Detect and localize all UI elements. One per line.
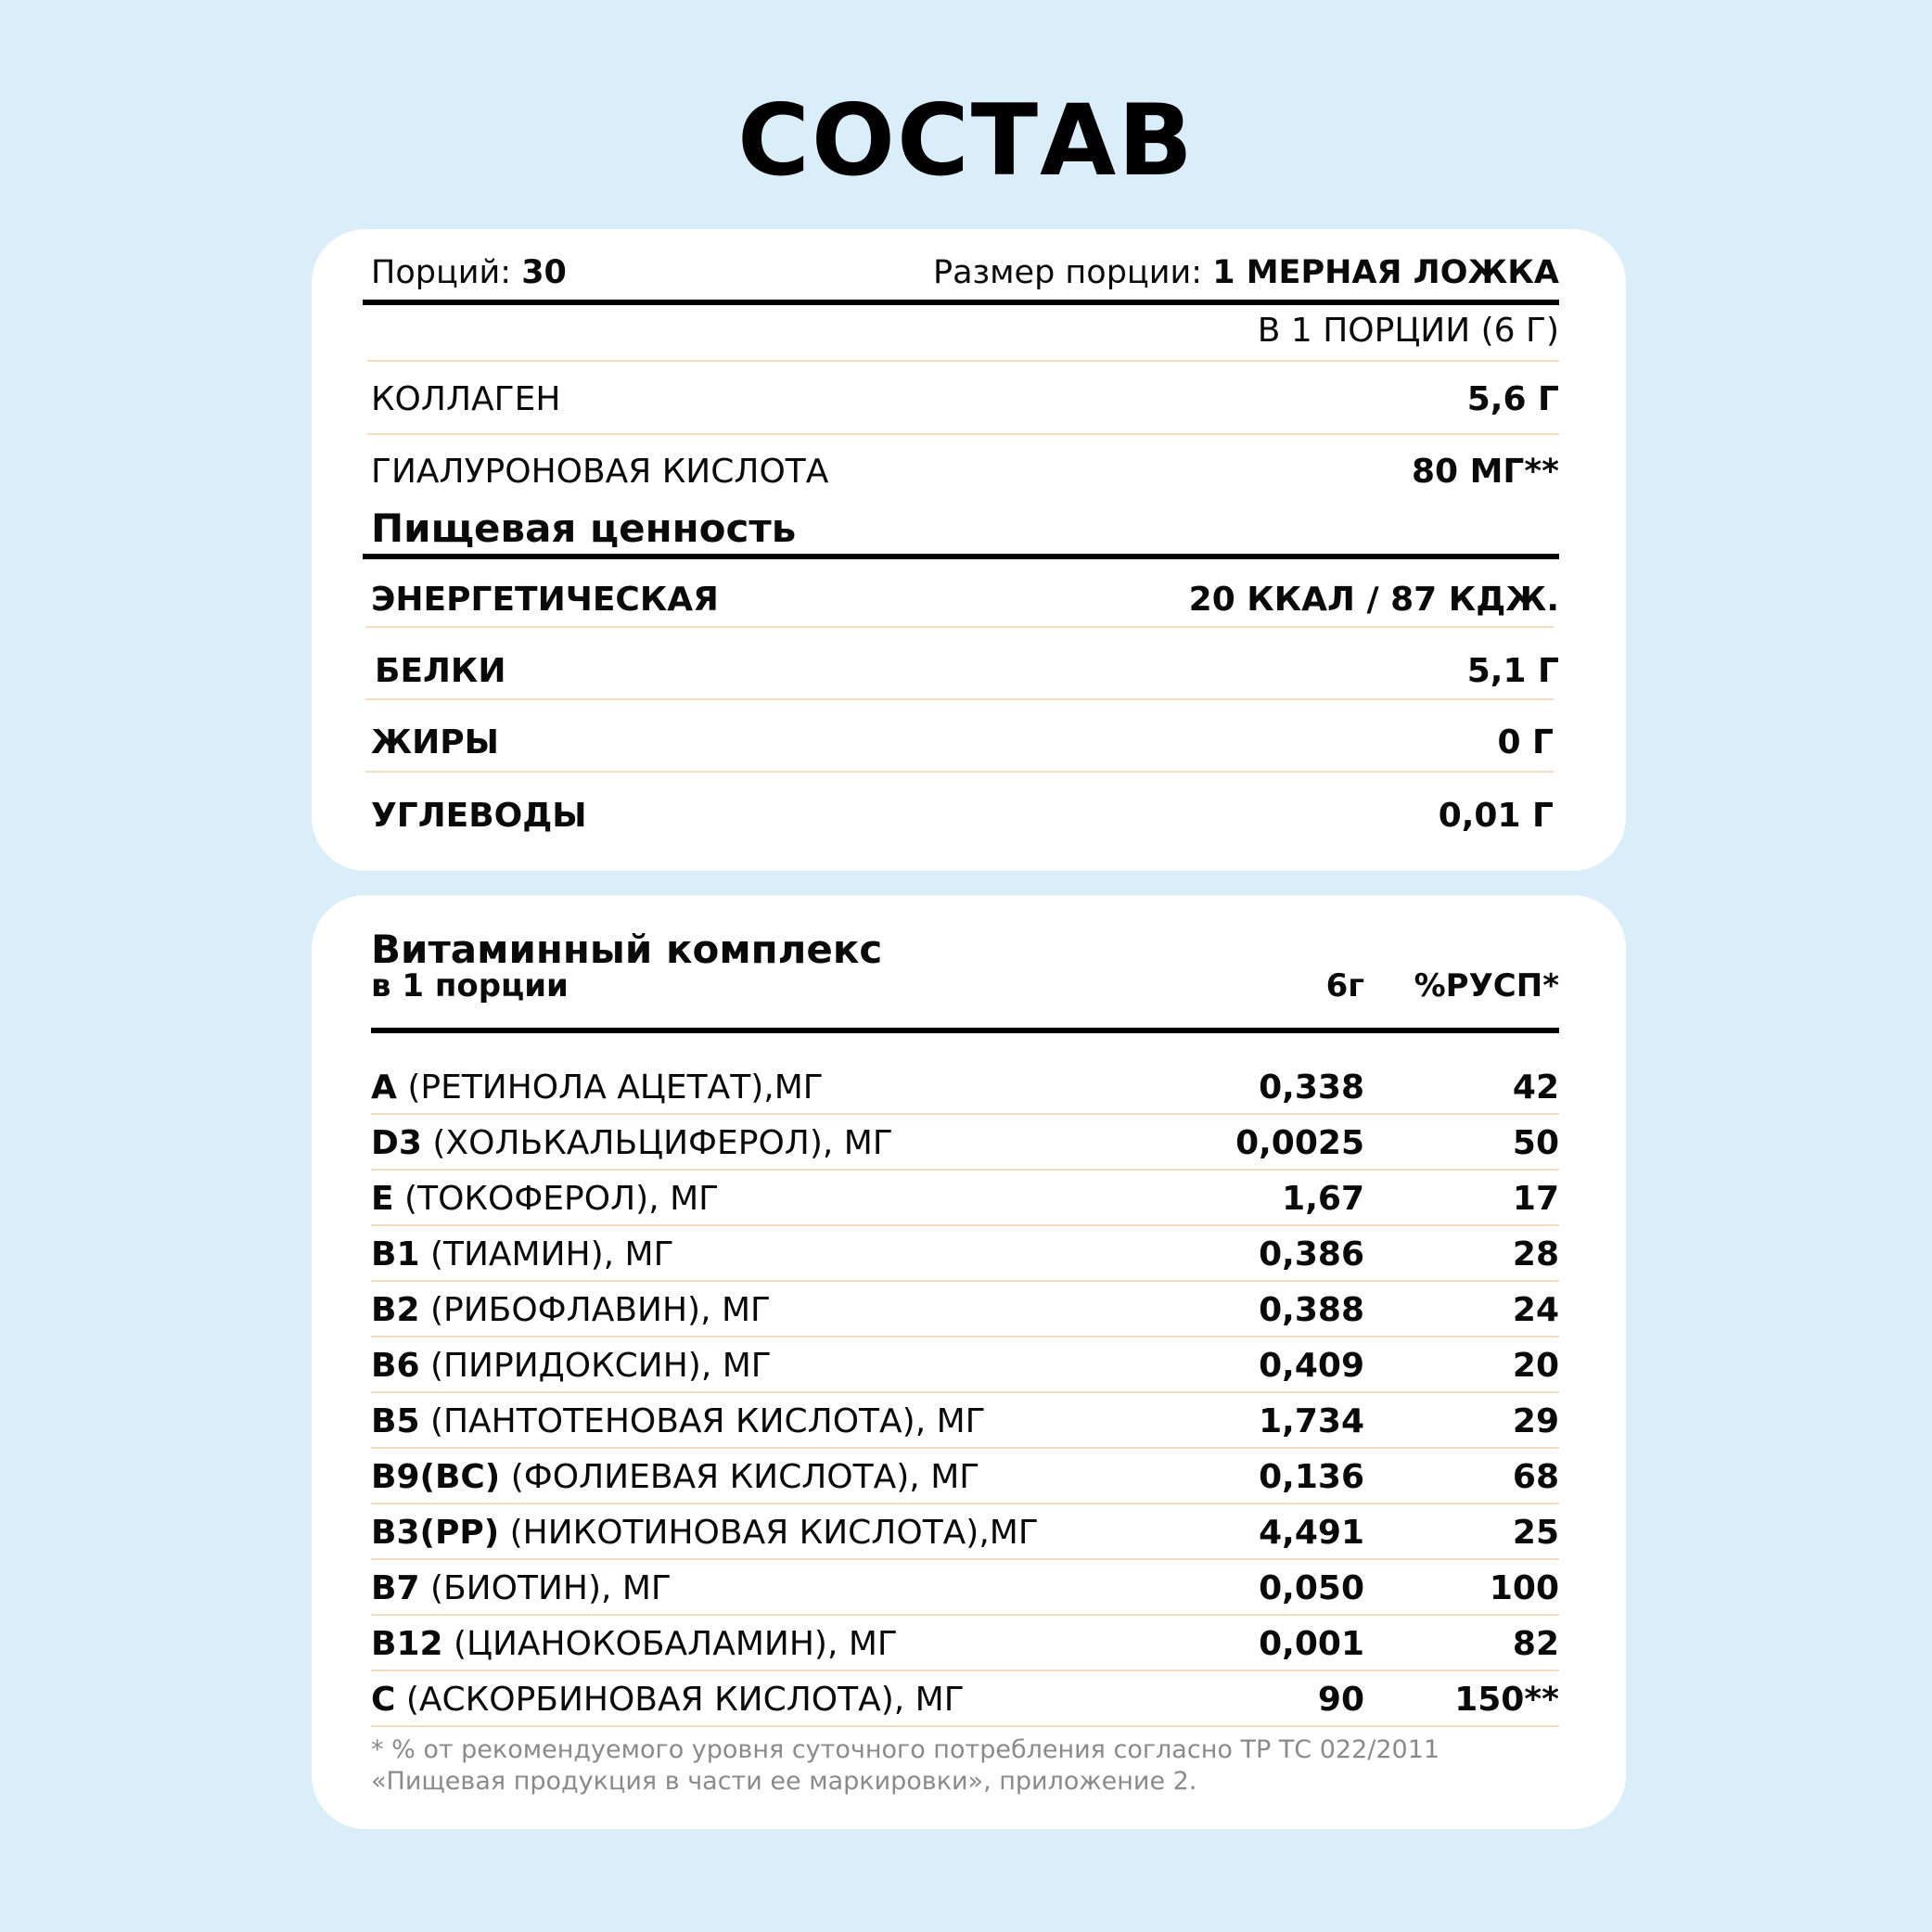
vitamin-percent: 25 — [1512, 1513, 1559, 1552]
vitamin-name — [371, 1068, 1179, 1107]
ingredient-value: 80 МГ** — [1411, 453, 1559, 491]
vitamin-code: B3(PP) — [371, 1513, 500, 1552]
footnote: * % от рекомендуемого уровня суточного потребления согласно ТР ТС 022/2011 «Пищевая продукция в части ее маркировки», приложение 2. — [371, 1735, 1440, 1796]
vitamin-percent: 150** — [1454, 1680, 1559, 1719]
vitamin-row — [371, 1393, 1559, 1449]
vitamin-code: B12 — [371, 1624, 443, 1663]
vitamin-name — [371, 1681, 1179, 1719]
vitamin-percent: 20 — [1512, 1346, 1559, 1385]
vitamin-card — [312, 895, 1626, 1829]
divider-thick — [363, 554, 1559, 559]
vitamin-desc: (ТОКОФЕРОЛ), МГ — [393, 1179, 720, 1218]
vitamin-percent: 17 — [1512, 1179, 1559, 1218]
vitamin-name — [371, 1347, 1179, 1385]
vitamin-desc: (ФОЛИЕВАЯ КИСЛОТА), МГ — [500, 1457, 980, 1496]
serving-size-value: 1 МЕРНАЯ ЛОЖКА — [1212, 254, 1559, 291]
vitamin-header-label: в 1 порции — [371, 967, 569, 1004]
nutrition-name: ЖИРЫ — [371, 723, 499, 761]
vitamin-desc: (БИОТИН), МГ — [419, 1568, 672, 1607]
vitamin-amount: 0,409 — [1259, 1346, 1364, 1385]
divider — [367, 360, 1559, 362]
vitamin-amount: 1,734 — [1259, 1401, 1364, 1440]
vitamin-row — [371, 1282, 1559, 1337]
servings-value: 30 — [521, 254, 567, 291]
vitamin-percent: 82 — [1512, 1624, 1559, 1663]
ingredient-value: 5,6 Г — [1466, 380, 1559, 418]
vitamin-code: B5 — [371, 1401, 420, 1440]
vitamin-name — [371, 1291, 1179, 1329]
vitamin-code: C — [371, 1680, 396, 1719]
ingredient-name: ГИАЛУРОНОВАЯ КИСЛОТА — [371, 453, 829, 491]
vitamin-percent: 100 — [1489, 1568, 1559, 1607]
nutrition-value: 20 ККАЛ / 87 КДЖ. — [1188, 581, 1559, 619]
vitamin-code: B1 — [371, 1235, 420, 1273]
serving-info-row — [371, 252, 1559, 293]
vitamin-percent: 68 — [1512, 1457, 1559, 1496]
vitamin-desc: (РИБОФЛАВИН), МГ — [419, 1290, 771, 1329]
divider — [365, 771, 1554, 773]
vitamin-amount: 0,136 — [1259, 1457, 1364, 1496]
vitamin-code: B7 — [371, 1568, 420, 1607]
divider-thick — [363, 300, 1559, 305]
vitamin-row — [371, 1226, 1559, 1282]
nutrition-value: 0 Г — [1497, 723, 1554, 761]
vitamin-name — [371, 1124, 1179, 1162]
vitamin-desc: (ХОЛЬКАЛЬЦИФЕРОЛ), МГ — [421, 1123, 893, 1162]
vitamins-title: Витаминный комплекс — [371, 927, 883, 972]
serving-size-label: Размер порции: — [932, 254, 1203, 291]
vitamin-amount: 1,67 — [1282, 1179, 1364, 1218]
per-serving-header-row — [371, 311, 1559, 352]
vitamin-amount: 4,491 — [1259, 1513, 1364, 1552]
divider — [367, 433, 1559, 435]
vitamin-row — [371, 1449, 1559, 1504]
nutrition-value: 0,01 Г — [1438, 797, 1554, 835]
vitamin-amount: 0,001 — [1259, 1624, 1364, 1663]
servings-label: Порций: — [371, 254, 512, 291]
ingredient-name: КОЛЛАГЕН — [371, 380, 561, 418]
vitamin-row — [371, 1059, 1559, 1115]
vitamin-row — [371, 1504, 1559, 1560]
divider — [365, 626, 1554, 628]
vitamin-code: B2 — [371, 1290, 420, 1329]
vitamin-amount: 0,388 — [1259, 1290, 1364, 1329]
vitamin-name — [371, 1625, 1179, 1663]
vitamin-header-percent: %РУСП* — [1414, 967, 1559, 1004]
per-serving-header: В 1 ПОРЦИИ (6 Г) — [1257, 312, 1559, 350]
vitamin-row — [371, 1616, 1559, 1671]
vitamin-code: B6 — [371, 1346, 420, 1385]
composition-card — [312, 229, 1626, 871]
vitamin-row — [371, 1560, 1559, 1616]
vitamin-row — [371, 1115, 1559, 1171]
vitamin-desc: (АСКОРБИНОВАЯ КИСЛОТА), МГ — [395, 1680, 965, 1719]
nutrition-name: ЭНЕРГЕТИЧЕСКАЯ — [371, 581, 719, 619]
vitamin-desc: (НИКОТИНОВАЯ КИСЛОТА),МГ — [499, 1513, 1039, 1552]
nutrition-row — [371, 796, 1559, 837]
nutrition-row — [371, 723, 1559, 763]
vitamin-percent: 24 — [1512, 1290, 1559, 1329]
vitamin-name — [371, 1235, 1179, 1273]
nutrition-name: УГЛЕВОДЫ — [371, 797, 587, 835]
vitamin-name — [371, 1402, 1179, 1440]
nutrition-row — [371, 580, 1559, 621]
servings-count — [371, 252, 567, 293]
vitamin-code: B9(BC) — [371, 1457, 501, 1496]
divider-thick — [371, 1028, 1559, 1033]
divider — [365, 698, 1554, 700]
nutrition-row — [375, 651, 1559, 692]
vitamin-amount: 0,050 — [1259, 1568, 1364, 1607]
vitamin-percent: 28 — [1512, 1235, 1559, 1273]
vitamin-row — [371, 1671, 1559, 1727]
vitamin-desc: (ПАНТОТЕНОВАЯ КИСЛОТА), МГ — [419, 1401, 986, 1440]
nutrition-title: Пищевая ценность — [371, 505, 797, 551]
vitamin-amount: 0,386 — [1259, 1235, 1364, 1273]
serving-size — [933, 252, 1559, 293]
ingredient-row — [371, 379, 1559, 420]
nutrition-value: 5,1 Г — [1466, 652, 1559, 690]
vitamin-percent: 42 — [1512, 1068, 1559, 1107]
vitamin-name — [371, 1180, 1179, 1218]
vitamin-amount: 0,338 — [1259, 1068, 1364, 1107]
vitamin-row — [371, 1337, 1559, 1393]
vitamin-row — [371, 1171, 1559, 1226]
vitamin-code: E — [371, 1179, 394, 1218]
vitamin-header-amount: 6г — [1325, 967, 1364, 1004]
vitamin-name — [371, 1569, 1179, 1607]
ingredient-row — [371, 452, 1559, 493]
vitamin-desc: (ЦИАНОКОБАЛАМИН), МГ — [442, 1624, 898, 1663]
vitamin-header-row — [371, 958, 1559, 1014]
divider — [371, 1725, 1559, 1727]
vitamin-name — [371, 1514, 1179, 1552]
vitamin-desc: (РЕТИНОЛА АЦЕТАТ),МГ — [396, 1068, 824, 1107]
vitamin-desc: (ТИАМИН), МГ — [419, 1235, 674, 1273]
vitamin-amount: 90 — [1317, 1680, 1364, 1719]
nutrition-name: БЕЛКИ — [375, 652, 506, 690]
vitamin-code: D3 — [371, 1123, 422, 1162]
vitamin-percent: 50 — [1512, 1123, 1559, 1162]
vitamin-desc: (ПИРИДОКСИН), МГ — [419, 1346, 772, 1385]
page-title: СОСТАВ — [737, 83, 1195, 198]
vitamin-amount: 0,0025 — [1235, 1123, 1364, 1162]
vitamin-name — [371, 1458, 1179, 1496]
vitamin-code: A — [371, 1068, 397, 1107]
vitamin-percent: 29 — [1512, 1401, 1559, 1440]
